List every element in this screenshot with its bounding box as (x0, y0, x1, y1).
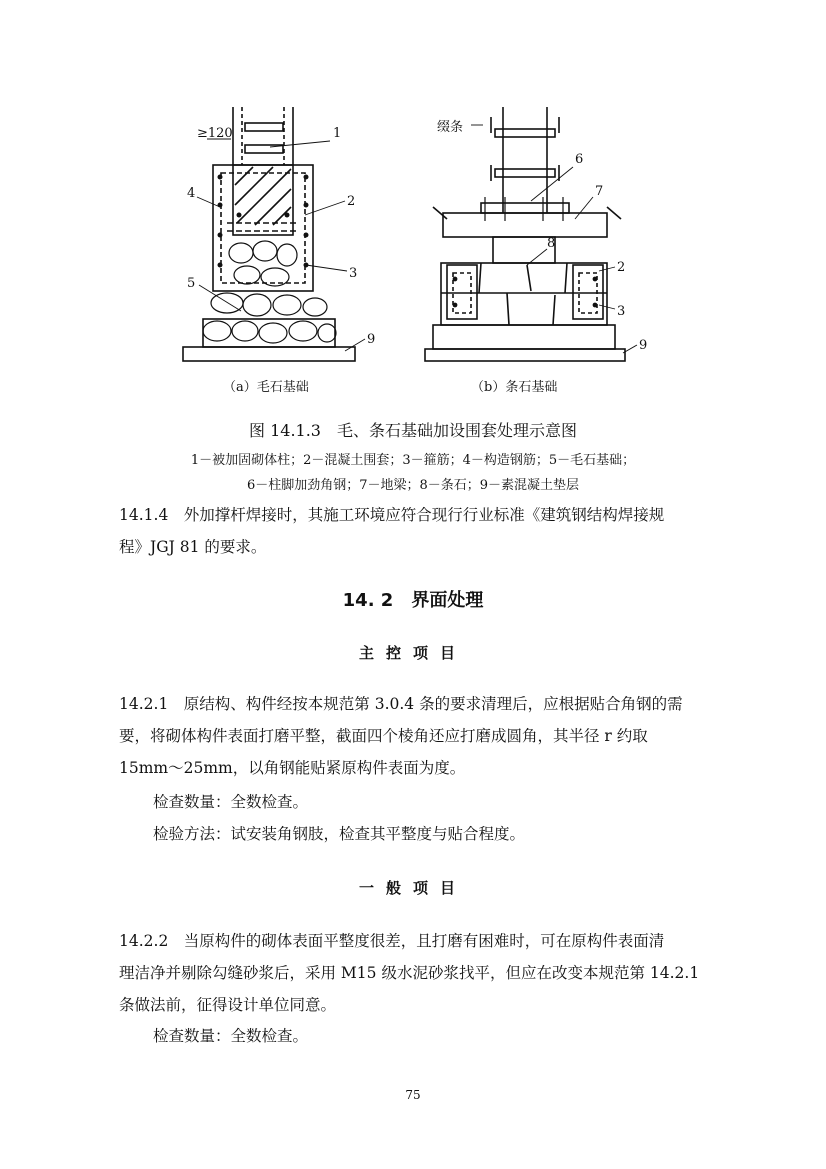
callout-b-3: 3 (617, 304, 626, 319)
clause-14-2-2-line1: 14.2.2 当原构件的砌体表面平整度很差，且打磨有困难时，可在原构件表面清 (119, 932, 665, 950)
clause-14-2-2-check: 检查数量：全数检查。 (153, 1027, 309, 1045)
figure-caption: 图 14.1.3 毛、条石基础加设围套处理示意图 (249, 421, 577, 440)
callout-b-2: 2 (617, 260, 626, 275)
clause-14-2-1-method: 检验方法：试安装角钢肢，检查其平整度与贴合程度。 (153, 825, 526, 843)
clause-14-2-1-line3: 15mm～25mm，以角钢能贴紧原构件表面为度。 (119, 759, 466, 777)
subheading-main-items: 主控项目 (358, 644, 467, 662)
callout-b-7: 7 (595, 184, 604, 199)
callout-a-1: 1 (333, 126, 342, 141)
clause-14-2-2-line2: 理洁净并剔除勾缝砂浆后，采用 M15 级水泥砂浆找平，但应在改变本规范第 14.2.1 (119, 964, 700, 982)
callout-b-6: 6 (575, 152, 584, 167)
callout-b-9: 9 (639, 338, 648, 353)
figure-legend-line1: 1－被加固砌体柱；2－混凝土围套；3－箍筋；4－构造钢筋；5－毛石基础； (190, 453, 636, 468)
sub-caption-b: （b）条石基础 (471, 380, 558, 395)
page-number: 75 (405, 1088, 421, 1102)
clause-14-1-4-line1: 14.1.4 外加撑杆焊接时，其施工环境应符合现行行业标准《建筑钢结构焊接规 (119, 506, 665, 524)
clause-14-1-4-line2: 程》JGJ 81 的要求。 (119, 538, 267, 556)
callout-a-9: 9 (367, 332, 376, 347)
callout-a-2: 2 (347, 194, 356, 209)
sub-caption-a: （a）毛石基础 (223, 380, 309, 395)
callout-b-8: 8 (547, 236, 556, 251)
foundation-jacket-figure (175, 95, 655, 415)
clause-14-2-1-check: 检查数量：全数检查。 (153, 793, 309, 811)
subheading-general-items: 一般项目 (358, 879, 467, 897)
clause-14-2-1-line1: 14.2.1 原结构、构件经按本规范第 3.0.4 条的要求清理后，应根据贴合角钢的需 (119, 695, 683, 713)
clause-14-2-2-line3: 条做法前，征得设计单位同意。 (119, 996, 337, 1014)
dim-label: ≥120 (197, 126, 233, 141)
clause-14-2-1-line2: 要，将砌体构件表面打磨平整，截面四个棱角还应打磨成圆角，其半径 r 约取 (119, 727, 648, 745)
callout-a-5: 5 (187, 276, 196, 291)
callout-a-3: 3 (349, 266, 358, 281)
callout-a-4: 4 (187, 186, 196, 201)
figure-legend-line2: 6－柱脚加劲角钢；7－地梁；8－条石；9－素混凝土垫层 (246, 478, 580, 493)
section-title: 14. 2 界面处理 (342, 590, 484, 611)
tie-label: 缀条 (437, 120, 464, 135)
